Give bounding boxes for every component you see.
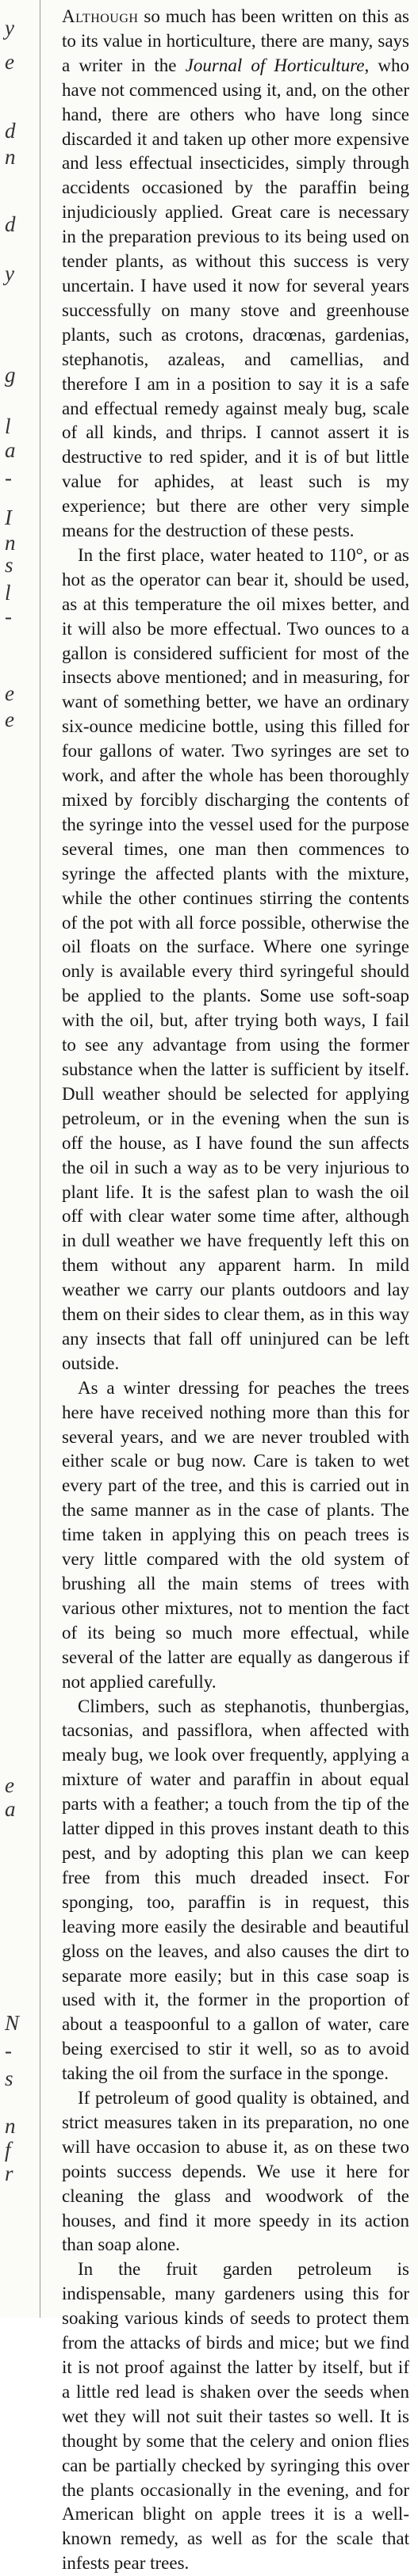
gutter-fragment: e [5, 50, 14, 74]
gutter-fragment: y [5, 261, 14, 285]
gutter-fragment: f [5, 2138, 11, 2162]
gutter-fragment: l [5, 581, 11, 605]
gutter-fragment: e [5, 681, 14, 705]
gutter-fragment: y [5, 16, 14, 40]
previous-column-gutter [0, 0, 35, 2318]
journal-title: Journal of Horticulture [185, 55, 365, 75]
gutter-fragment: l [5, 414, 11, 438]
gutter-fragment: s [5, 2067, 13, 2090]
paragraph-3: As a winter dressing for peaches the trees here have received nothing more than this for several years, and we are never troubled with either scale or bug now. Care is taken to wet every part of the tree, and this is carried out in the same manner as in the case of plants. The time taken in applying this on peach trees is very little compared with the old system of brushing all the main stems of trees with various other mixtures, not to mention the fact of its being so much more effectual, while several of the latter are equally as dangerous if not applied carefully. [62, 1377, 409, 1692]
gutter-fragment: r [5, 2162, 13, 2185]
gutter-fragment: s [5, 553, 13, 577]
paragraph-1 [62, 5, 409, 544]
gutter-fragment: - [5, 605, 12, 628]
gutter-fragment: d [5, 212, 16, 236]
gutter-fragment: g [5, 363, 16, 387]
paragraph-1-text-a: so much has been written on this as to its value in horticulture, there are many, says a writer in the [62, 6, 409, 75]
gutter-fragment: - [5, 466, 12, 490]
paragraph-1-text-b: , who have not commenced using it, and, on the other hand, there are others who have long since discarded it and taken up other more expensive and less effectual insecticides, simply through accidents occasioned by the paraffin being injudiciously applied. Great care is necessary in the preparation previous to its being used on tender plants, as without this success is very uncertain. I have used it now for several years successfully on many stove and greenhouse plants, such as crotons, dracœnas, gardenias, stephanotis, azaleas, and camellias, and therefore I am in a position to say it is a safe and effectual remedy against mealy bug, scale of all kinds, and thrips. I cannot assert it is destructive to red spider, and it is of but little value for aphides, at least such is my experience; but there are other very simple means for the destruction of these pests. [62, 55, 409, 541]
paragraph-6: In the fruit garden petroleum is indispensable, many gardeners using this for soaking various kinds of seeds to protect them from the attacks of birds and mice; but we find it is not proof against the latter by itself, but if a little red lead is shaken over the seeds when wet they will not suit their tastes so well. It is thought by some that the celery and onion flies can be partially checked by syringing this over the plants occasionally in the evening, and for American blight on apple trees it is a well-known remedy, as well as for the scale that infests pear trees. [62, 2259, 409, 2574]
paragraph-5: If petroleum of good quality is obtained, and strict measures taken in its preparation, no one will have occasion to abuse it, as on these two points success depends. We use it here for cleaning the glass and woodwork of the houses, and find it more speedy in its action than soap alone. [62, 2088, 409, 2255]
gutter-fragment: n [5, 145, 16, 169]
gutter-fragment: a [5, 1797, 16, 1821]
gutter-fragment: - [5, 2039, 12, 2063]
article-column [62, 5, 409, 2576]
gutter-fragment: d [5, 119, 16, 143]
gutter-fragment: I [5, 506, 12, 529]
gutter-fragment: a [5, 438, 16, 462]
gutter-fragment: e [5, 708, 14, 731]
gutter-fragment: N [5, 2011, 20, 2035]
gutter-fragment: n [5, 2114, 16, 2138]
opening-word: Although [62, 6, 139, 26]
gutter-fragment: n [5, 531, 16, 555]
paragraph-4: Climbers, such as stephanotis, thunbergias, tacsonias, and passiflora, when affected with mealy bug, we look over frequently, applying a mixture of water and paraffin in about equal parts with a feather; a touch from the tip of the latter dipped in this proves instant death to this pest, and by adopting this plan we can keep free from this much dreaded insect. For sponging, too, paraffin is in request, this leaving more easily the desirable and beautiful gloss on the leaves, and also causes the dirt to separate more easily; but in this case soap is used with it, the former in the proportion of about a teaspoonful to a gallon of water, care being exercised to stir it well, so as to avoid taking the oil from the surface in the sponge. [62, 1696, 409, 2084]
paragraph-2: In the first place, water heated to 110°, or as hot as the operator can bear it, should be used, as at this temperature the oil mixes better, and it will also be more effectual. Two ounces to a gallon is considered sufficient for most of the insects above mentioned; and in measuring, for want of something better, we have an ordinary six-ounce medicine bottle, using this filled for four gallons of water. Two syringes are set to work, and after the whole has been thoroughly mixed by forcibly discharging the contents of the syringe into the vessel used for the purpose several times, one man then commences to syringe the affected plants with the mixture, while the other continues stirring the contents of the pot with all force possible, otherwise the oil floats on the surface. Where one syringe only is available every third syringeful should be applied to the plants. Some use soft-soap with the oil, but, after trying both ways, I fail to see any advantage from using the former substance when the latter is sufficient by itself. Dull weather should be selected for applying petroleum, or in the evening when the sun is off the house, as I have found the sun affects the oil in such a way as to be very injurious to plant life. It is the safest plan to wash the oil off with clear water some time after, although in dull weather we have frequently left this on them without any apparent harm. In mild weather we carry our plants outdoors and lay them on their sides to clear them, as in this way any insects that fall off uninjured can be left outside. [62, 544, 409, 1373]
gutter-fragment: e [5, 1773, 14, 1797]
